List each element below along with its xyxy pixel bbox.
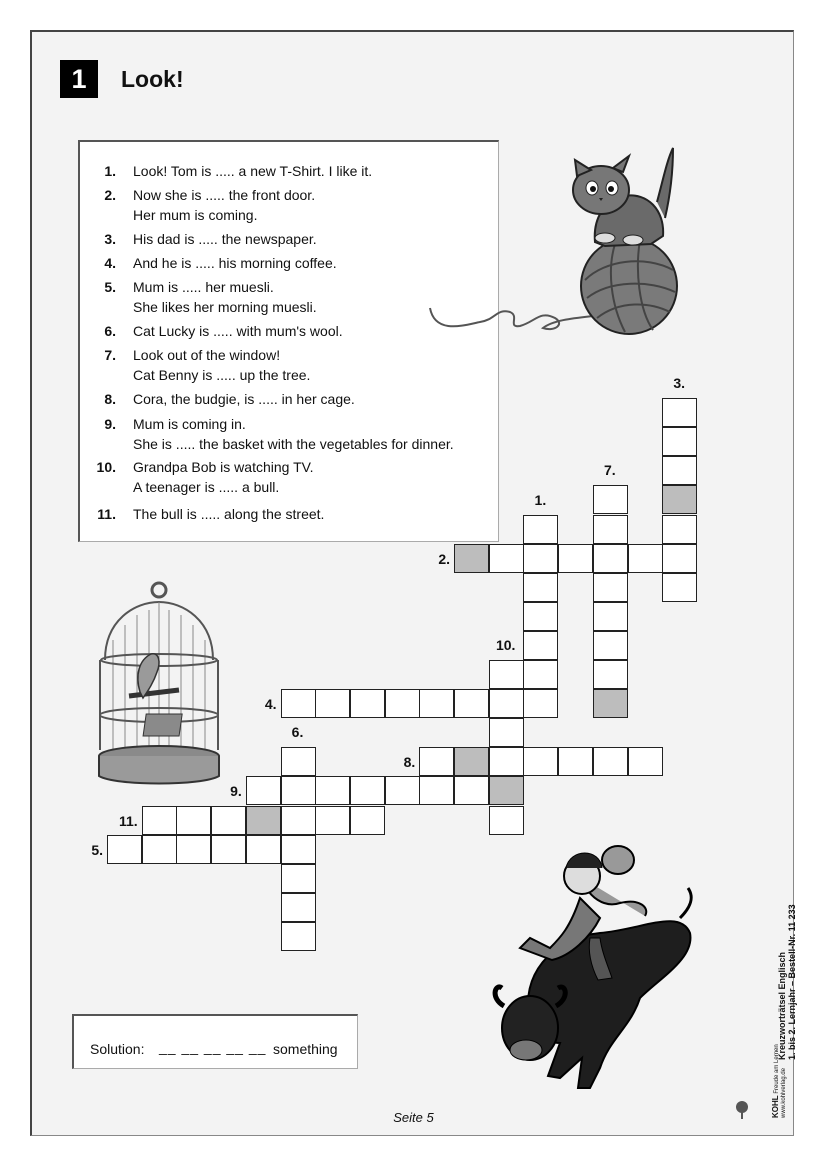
crossword-cell[interactable] — [489, 806, 524, 835]
word-label-9: 9. — [230, 783, 242, 800]
page-title: Look! — [121, 66, 184, 92]
crossword-cell[interactable] — [454, 776, 489, 805]
crossword-solution-cell[interactable] — [454, 544, 489, 573]
crossword-cell[interactable] — [281, 806, 316, 835]
crossword-cell[interactable] — [246, 776, 281, 805]
crossword-cell[interactable] — [662, 456, 697, 485]
crossword-cell[interactable] — [281, 893, 316, 922]
crossword-cell[interactable] — [281, 835, 316, 864]
solution-label: Solution: — [90, 1041, 145, 1057]
crossword-cell[interactable] — [593, 747, 628, 776]
crossword-cell[interactable] — [350, 776, 385, 805]
crossword-cell[interactable] — [662, 427, 697, 456]
word-label-5: 5. — [91, 841, 103, 858]
crossword-cell[interactable] — [558, 544, 593, 573]
word-label-6: 6. — [291, 724, 304, 741]
crossword-cell[interactable] — [593, 515, 628, 544]
word-label-11: 11. — [118, 812, 138, 829]
word-label-2: 2. — [438, 550, 450, 567]
crossword-cell[interactable] — [523, 660, 558, 689]
crossword-cell[interactable] — [419, 689, 454, 718]
birdcage-budgie-icon — [95, 580, 223, 795]
clues-box: 1. Look! Tom is ..... a new T-Shirt. I like it. 2. Now she is ..... the front door. Her mum is coming. 3. His dad is ..... the newspaper. 4. And he is ..... his morning coffee. 5. Mum is ..... her muesli. She likes her morning muesli. 6. Cat Lucky is ..... with mum's wool. 7. Look out of the window! Cat Benny is ..... up the tree. 8. Cora, the budgie, is ..... in her cage. 9. Mum is coming in. She is ..... the basket with the vegetables for dinner. 10. Grandpa Bob is watching TV. A teenager is ..... a bull. 11. The bull is ..... along the street. — [78, 140, 499, 542]
crossword-cell[interactable] — [593, 573, 628, 602]
crossword-cell[interactable] — [523, 602, 558, 631]
crossword-cell[interactable] — [350, 689, 385, 718]
crossword-cell[interactable] — [107, 835, 142, 864]
publisher-info: KOHL Freude am Lernen www.kohlverlag.de — [771, 1044, 787, 1118]
exercise-number: 1 — [60, 60, 98, 98]
crossword-cell[interactable] — [315, 776, 350, 805]
crossword-cell[interactable] — [211, 835, 246, 864]
cat-on-yarn-icon — [425, 140, 695, 340]
crossword-cell[interactable] — [489, 747, 524, 776]
word-label-3: 3. — [673, 375, 686, 392]
crossword-cell[interactable] — [176, 806, 211, 835]
crossword-cell[interactable] — [628, 544, 663, 573]
crossword-cell[interactable] — [662, 573, 697, 602]
crossword-cell[interactable] — [315, 806, 350, 835]
crossword-cell[interactable] — [211, 806, 246, 835]
crossword-cell[interactable] — [523, 573, 558, 602]
crossword-cell[interactable] — [662, 398, 697, 427]
crossword-cell[interactable] — [246, 835, 281, 864]
solution-box — [72, 1014, 358, 1069]
crossword-cell[interactable] — [662, 515, 697, 544]
side-info: Kreuzworträtsel Englisch 1. bis 2. Lernjahr – Bestell-Nr. 11 233 — [777, 904, 797, 1060]
crossword-cell[interactable] — [454, 689, 489, 718]
crossword-cell[interactable] — [489, 718, 524, 747]
crossword-cell[interactable] — [523, 689, 558, 718]
word-label-1: 1. — [534, 491, 547, 508]
crossword-cell[interactable] — [489, 689, 524, 718]
crossword-cell[interactable] — [628, 747, 663, 776]
solution-blanks[interactable]: __ __ __ __ __ — [159, 1039, 267, 1055]
crossword-solution-cell[interactable] — [662, 485, 697, 514]
crossword-cell[interactable] — [142, 835, 177, 864]
crossword-cell[interactable] — [385, 776, 420, 805]
page-number: Seite 5 — [393, 1110, 434, 1125]
crossword-cell[interactable] — [489, 544, 524, 573]
crossword-solution-cell[interactable] — [593, 689, 628, 718]
crossword-cell[interactable] — [523, 515, 558, 544]
crossword-cell[interactable] — [281, 864, 316, 893]
word-label-4: 4. — [264, 696, 277, 713]
word-label-10: 10. — [495, 637, 516, 653]
crossword-solution-cell[interactable] — [454, 747, 489, 776]
crossword-cell[interactable] — [593, 602, 628, 631]
crossword-cell[interactable] — [419, 747, 454, 776]
crossword-cell[interactable] — [593, 485, 628, 514]
bull-rider-icon — [490, 838, 710, 1093]
crossword-cell[interactable] — [315, 689, 350, 718]
crossword-cell[interactable] — [489, 660, 524, 689]
crossword-cell[interactable] — [593, 631, 628, 660]
crossword-cell[interactable] — [523, 747, 558, 776]
crossword-cell[interactable] — [558, 747, 593, 776]
crossword-cell[interactable] — [593, 660, 628, 689]
solution-word: something — [273, 1041, 338, 1057]
crossword-cell[interactable] — [281, 922, 316, 951]
crossword-cell[interactable] — [350, 806, 385, 835]
crossword-cell[interactable] — [142, 806, 177, 835]
crossword-cell[interactable] — [662, 544, 697, 573]
crossword-cell[interactable] — [523, 631, 558, 660]
crossword-solution-cell[interactable] — [246, 806, 281, 835]
crossword-cell[interactable] — [281, 689, 316, 718]
crossword-cell[interactable] — [281, 747, 316, 776]
crossword-cell[interactable] — [385, 689, 420, 718]
word-label-7: 7. — [603, 462, 616, 479]
crossword-cell[interactable] — [523, 544, 558, 573]
word-label-8: 8. — [403, 754, 416, 771]
crossword-cell[interactable] — [419, 776, 454, 805]
crossword-solution-cell[interactable] — [489, 776, 524, 805]
crossword-cell[interactable] — [281, 776, 316, 805]
crossword-cell[interactable] — [176, 835, 211, 864]
crossword-cell[interactable] — [593, 544, 628, 573]
